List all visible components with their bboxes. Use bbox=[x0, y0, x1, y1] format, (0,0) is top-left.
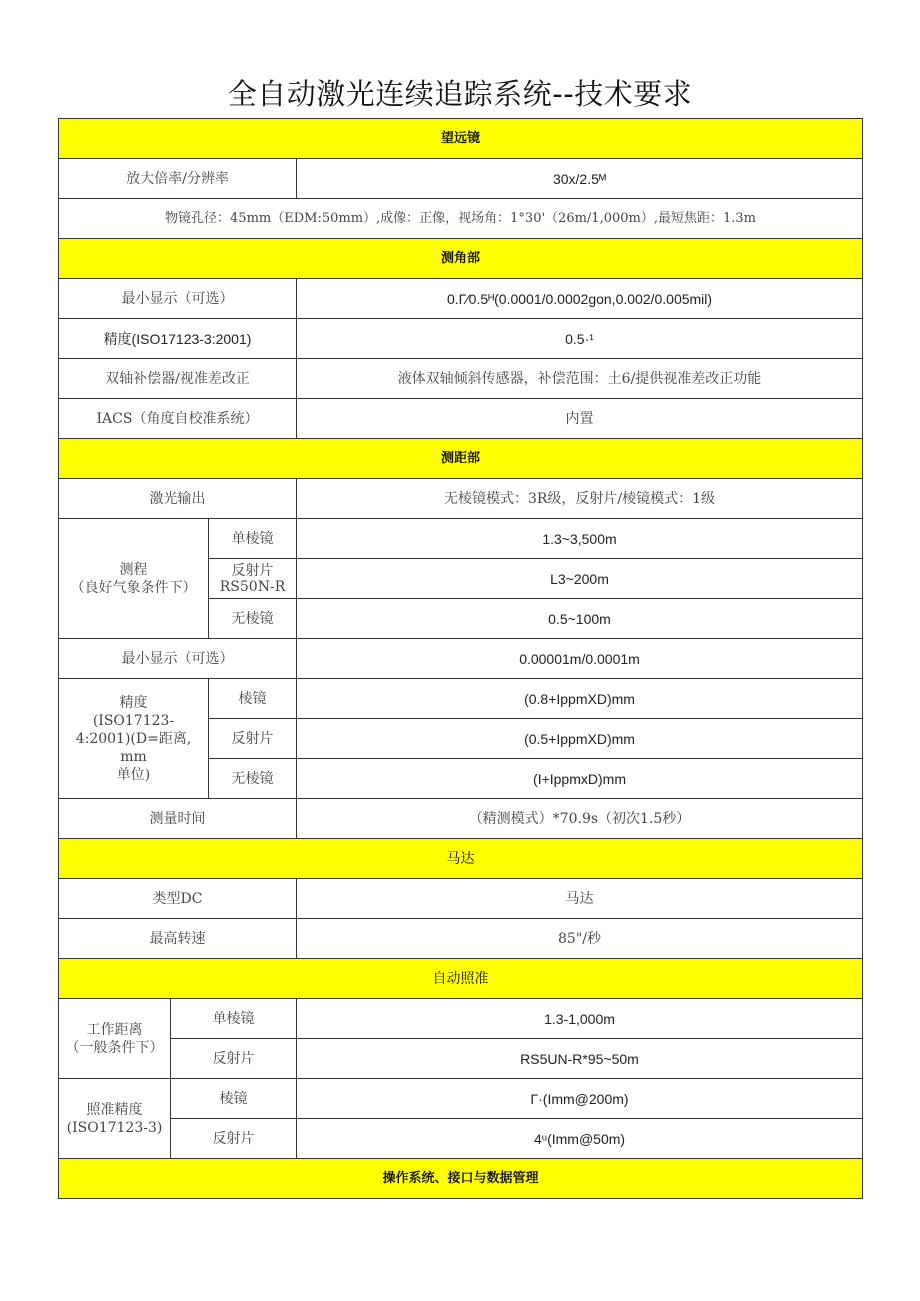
section-header-distance bbox=[59, 439, 863, 479]
sub-label: 反射片 bbox=[171, 1039, 297, 1079]
spec-table bbox=[58, 118, 863, 1199]
sub-label: 无棱镜 bbox=[209, 599, 297, 639]
table-row bbox=[59, 919, 863, 959]
sub-label: 单棱镜 bbox=[209, 519, 297, 559]
row-value: (I+IppmxD)mm bbox=[297, 759, 863, 799]
section-header-angle bbox=[59, 239, 863, 279]
row-value: 30x/2.5ᴹ bbox=[297, 159, 863, 199]
sub-label: 反射片 bbox=[171, 1119, 297, 1159]
table-row bbox=[59, 279, 863, 319]
row-value: 0.5·¹ bbox=[297, 319, 863, 359]
section-header-telescope bbox=[59, 119, 863, 159]
section-title: 测角部 bbox=[59, 239, 863, 279]
row-label: 精度(ISO17123-3:2001) bbox=[59, 319, 297, 359]
work-distance-label bbox=[59, 999, 171, 1079]
section-title: 马达 bbox=[59, 839, 863, 879]
table-row bbox=[59, 399, 863, 439]
table-row bbox=[59, 479, 863, 519]
row-value: 液体双轴倾斜传感器，补偿范围：土6/提供视准差改正功能 bbox=[297, 359, 863, 399]
row-label: 放大倍率/分辨率 bbox=[59, 159, 297, 199]
row-label: 最小显示（可选） bbox=[59, 639, 297, 679]
table-row bbox=[59, 519, 863, 559]
table-row bbox=[59, 159, 863, 199]
table-row bbox=[59, 999, 863, 1039]
sub-label: 单棱镜 bbox=[171, 999, 297, 1039]
row-label: 类型DC bbox=[59, 879, 297, 919]
row-value: (0.5+IppmXD)mm bbox=[297, 719, 863, 759]
precision-label-line-1: 精度 bbox=[119, 694, 148, 711]
row-value: 4ᵘ(Imm@50m) bbox=[297, 1119, 863, 1159]
table-row bbox=[59, 319, 863, 359]
section-title: 望远镜 bbox=[59, 119, 863, 159]
row-label: 最高转速 bbox=[59, 919, 297, 959]
row-value: Γ·(Imm@200m) bbox=[297, 1079, 863, 1119]
precision-label bbox=[59, 679, 209, 799]
row-label: 双轴补偿器/视准差改正 bbox=[59, 359, 297, 399]
table-row bbox=[59, 359, 863, 399]
table-row bbox=[59, 879, 863, 919]
row-value: L3~200m bbox=[297, 559, 863, 599]
aim-label-line-2: (ISO17123-3) bbox=[66, 1119, 163, 1136]
precision-label-line-3: 4:2001)(D=距离, mm bbox=[75, 730, 192, 765]
range-label bbox=[59, 519, 209, 639]
sub-label: 棱镜 bbox=[209, 679, 297, 719]
precision-label-line-4: 单位) bbox=[116, 766, 151, 783]
table-row bbox=[59, 639, 863, 679]
row-label: 最小显示（可选） bbox=[59, 279, 297, 319]
sub-label: 无棱镜 bbox=[209, 759, 297, 799]
row-label: IACS（角度自校准系统） bbox=[59, 399, 297, 439]
row-value: RS5UN-R*95~50m bbox=[297, 1039, 863, 1079]
row-value: (0.8+IppmXD)mm bbox=[297, 679, 863, 719]
row-value: 0.Γ⁄0.5ᴴ(0.0001/0.0002gon,0.002/0.005mil) bbox=[297, 279, 863, 319]
row-value: 0.00001m/0.0001m bbox=[297, 639, 863, 679]
row-value: 0.5~100m bbox=[297, 599, 863, 639]
work-label-line-2: （一般条件下） bbox=[65, 1039, 164, 1056]
section-title: 操作系统、接口与数据管理 bbox=[59, 1159, 863, 1199]
range-label-line-2: （良好气象条件下） bbox=[70, 579, 197, 596]
precision-label-line-2: (ISO17123- bbox=[92, 712, 175, 729]
section-header-motor bbox=[59, 839, 863, 879]
section-title: 自动照准 bbox=[59, 959, 863, 999]
section-header-autoaim bbox=[59, 959, 863, 999]
row-value: 1.3~3,500m bbox=[297, 519, 863, 559]
table-row bbox=[59, 679, 863, 719]
row-label: 测量时间 bbox=[59, 799, 297, 839]
aim-precision-label bbox=[59, 1079, 171, 1159]
row-value: 无棱镜模式：3R级，反射片/棱镜模式：1级 bbox=[297, 479, 863, 519]
table-row bbox=[59, 199, 863, 239]
lens-info: 物镜孔径：45mm（EDM:50mm）,成像：正像，视场角：1°30'（26m/1,000m）,最短焦距：1.3m bbox=[59, 199, 863, 239]
page-title: 全自动激光连续追踪系统--技术要求 bbox=[227, 77, 693, 111]
section-title: 测距部 bbox=[59, 439, 863, 479]
row-label: 激光输出 bbox=[59, 479, 297, 519]
range-label-line-1: 测程 bbox=[119, 561, 148, 578]
aim-label-line-1: 照准精度 bbox=[86, 1101, 143, 1118]
table-row bbox=[59, 1039, 863, 1079]
section-header-os bbox=[59, 1159, 863, 1199]
sub-label: 棱镜 bbox=[171, 1079, 297, 1119]
table-row bbox=[59, 1119, 863, 1159]
sub-label: 反射片 RS50N-R bbox=[209, 559, 297, 599]
row-value: 85"/秒 bbox=[297, 919, 863, 959]
row-value: 内置 bbox=[297, 399, 863, 439]
work-label-line-1: 工作距离 bbox=[86, 1021, 143, 1038]
sub-label: 反射片 bbox=[209, 719, 297, 759]
row-value: （精测模式）*70.9s（初次1.5秒） bbox=[297, 799, 863, 839]
table-row bbox=[59, 1079, 863, 1119]
table-row bbox=[59, 799, 863, 839]
row-value: 马达 bbox=[297, 879, 863, 919]
row-value: 1.3-1,000m bbox=[297, 999, 863, 1039]
